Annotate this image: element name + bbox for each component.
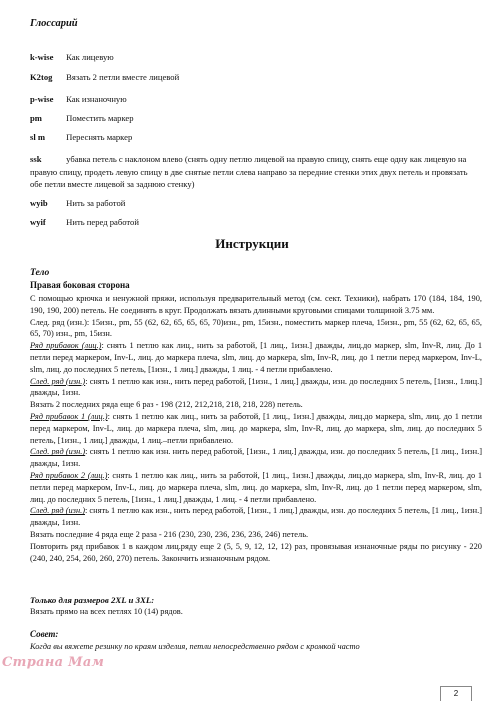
glossary-term: sl m — [30, 132, 46, 142]
glossary-item — [30, 51, 114, 63]
glossary-term: k-wise — [30, 52, 54, 62]
glossary-title: Глоссарий — [30, 18, 78, 29]
tip-text: Когда вы вяжете резинку по краям изделия, петли непосредственно рядом с кромкой часто — [30, 642, 360, 651]
paragraph — [30, 505, 482, 529]
glossary-term: wyib — [30, 198, 48, 208]
paragraph: След. ряд (изн.): 15изн., pm, 55 (62, 62, 65, 65, 65, 70)изн., pm, 15изн., поместить маркер плеча, 15изн., pm, 55 (62, 62, 65, 65, 65, 70) изн., pm, 15изн. — [30, 317, 482, 339]
instructions-title: Инструкции — [215, 236, 289, 251]
glossary-item — [30, 93, 127, 105]
glossary-definition: Переснять маркер — [66, 132, 133, 142]
paragraph — [30, 376, 482, 400]
row-text: : снять 1 петлю как изн. нить перед работой, [1изн., 1 лиц.] дважды, изн. до последних 5 петель, [1 лиц., 1изн.] дважды, 1изн. — [30, 447, 482, 469]
row-text: : снять 1 петлю как изн., нить перед работой, [1изн., 1 лиц.] дважды, изн. до последних 5 петель, [1изн., 1лиц.] дважды, 1изн. — [30, 376, 482, 398]
glossary-item-ssk — [30, 153, 482, 191]
sizes-only-title: Только для размеров 2XL и 3XL: — [30, 595, 155, 605]
row-text: : снять 1 петлю как лиц., нить за работой, [1 лиц., 1изн.] дважды, лиц.до маркера, slm, Inv-R, лиц. до 1 петли перед маркером, Inv-L, лиц. до маркера плеча, slm, лиц. до маркера, slm, Inv-R, лиц. до 1 петли перед маркером, slm, лиц. до последних 5 петель, [1изн., 1 лиц.] дважды, 1 лиц. - 4 петли прибавлено. — [30, 470, 483, 504]
glossary-item — [30, 197, 125, 209]
row-label: Ряд прибавок (лиц.) — [30, 341, 102, 351]
sizes-only-text: Вязать прямо на всех петлях 10 (14) рядов. — [30, 607, 183, 616]
glossary-definition: Поместить маркер — [66, 113, 134, 123]
instructions-body — [30, 293, 482, 564]
glossary-definition: Нить перед работой — [66, 217, 139, 227]
row-label: Ряд прибавок 1 (лиц.) — [30, 411, 108, 421]
paragraph: Вязать последние 4 ряда еще 2 раза - 216 (230, 230, 236, 236, 236, 246) петель. — [30, 529, 309, 539]
watermark-logo: Страна Мам — [2, 655, 105, 670]
row-label: След. ряд (изн.) — [30, 376, 86, 386]
glossary-item — [30, 112, 134, 124]
tip-title: Совет: — [30, 629, 59, 639]
glossary-term: ssk — [30, 154, 42, 164]
paragraph: Вязать 2 последних ряда еще 6 раз - 198 (212, 212,218, 218, 218, 228) петель. — [30, 400, 303, 410]
paragraph: Повторить ряд прибавок 1 в каждом лиц.ряду еще 2 (5, 5, 9, 12, 12, 12) раз, провязывая изнаночные ряды по рисунку - 220 (240, 240, 254, 260, 260, 270) петель. Закончить изнаночным рядом. — [30, 541, 482, 563]
paragraph — [30, 411, 482, 446]
glossary-term: K2tog — [30, 72, 53, 82]
row-label: Ряд прибавок 2 (лиц.) — [30, 470, 108, 480]
paragraph — [30, 340, 482, 375]
row-text: : снять 1 петлю как изн., нить перед работой, [1изн., 1 лиц.] дважды, изн. до последних 5 петель, [1 лиц., 1изн.] дважды, 1изн. — [30, 506, 482, 528]
paragraph — [30, 470, 482, 505]
paragraph: С помощью крючка и ненужной пряжи, используя предварительный метод (см. сект. Техники), набрать 170 (184, 184, 190, 190, 190, 200) петель. Не соединять в круг. Продолжать вязать длинными круговыми спицами толщиной 3.75 мм. — [30, 294, 482, 315]
glossary-term: wyif — [30, 217, 46, 227]
glossary-definition: Как изнаночную — [66, 94, 127, 104]
page-number: 2 — [440, 686, 472, 701]
glossary-definition: Нить за работой — [66, 198, 126, 208]
glossary-definition: убавка петель с наклоном влево (снять одну петлю лицевой на правую спицу, снять еще одну как лицевую на правую спицу, продеть левую спицу в две снятые петли слева направо за передние стенки этих двух петель и провязать обе петли вместе лицевой за заднюю стенку) — [30, 154, 468, 190]
glossary-item — [30, 216, 139, 228]
glossary-definition: Вязать 2 петли вместе лицевой — [66, 72, 180, 82]
glossary-item — [30, 71, 179, 83]
row-text: : снять 1 петлю как лиц., нить за работой, [1 лиц., 1изн.] дважды, лиц.до маркера, slm, лиц. до 1 петли перед маркером, Inv-L, лиц. до маркера плеча, slm, лиц. до маркера, slm, Inv-R, лиц. до маркера, slm, лиц. до последних 5 петель, [1изн., 1 лиц.] дважды, 1 лиц.–петли прибавлено. — [30, 411, 482, 445]
row-text: : снять 1 петлю как лиц., нить за работой, [1 лиц., 1изн.] дважды, лиц.до маркер, slm, Inv-R, лиц. До 1 петли перед маркером, Inv-L, лиц. до маркера плеча, slm, лиц. до маркера, slm, Inv-R, лиц. до 1 петли перед маркером, Inv-L, slm, лиц. до последних 5 петель, [1изн., 1 лиц.] дважды, 1 лиц. - 4 петли прибавлено. — [30, 341, 483, 374]
glossary-term: p-wise — [30, 94, 54, 104]
glossary-definition: Как лицевую — [66, 52, 114, 62]
row-label: След. ряд (изн.) — [30, 447, 86, 457]
subsection-title: Правая боковая сторона — [30, 280, 130, 290]
paragraph — [30, 446, 482, 470]
glossary-term: pm — [30, 113, 42, 123]
row-label: След. ряд (изн.) — [30, 506, 85, 516]
section-title: Тело — [30, 267, 50, 278]
glossary-item — [30, 131, 132, 143]
